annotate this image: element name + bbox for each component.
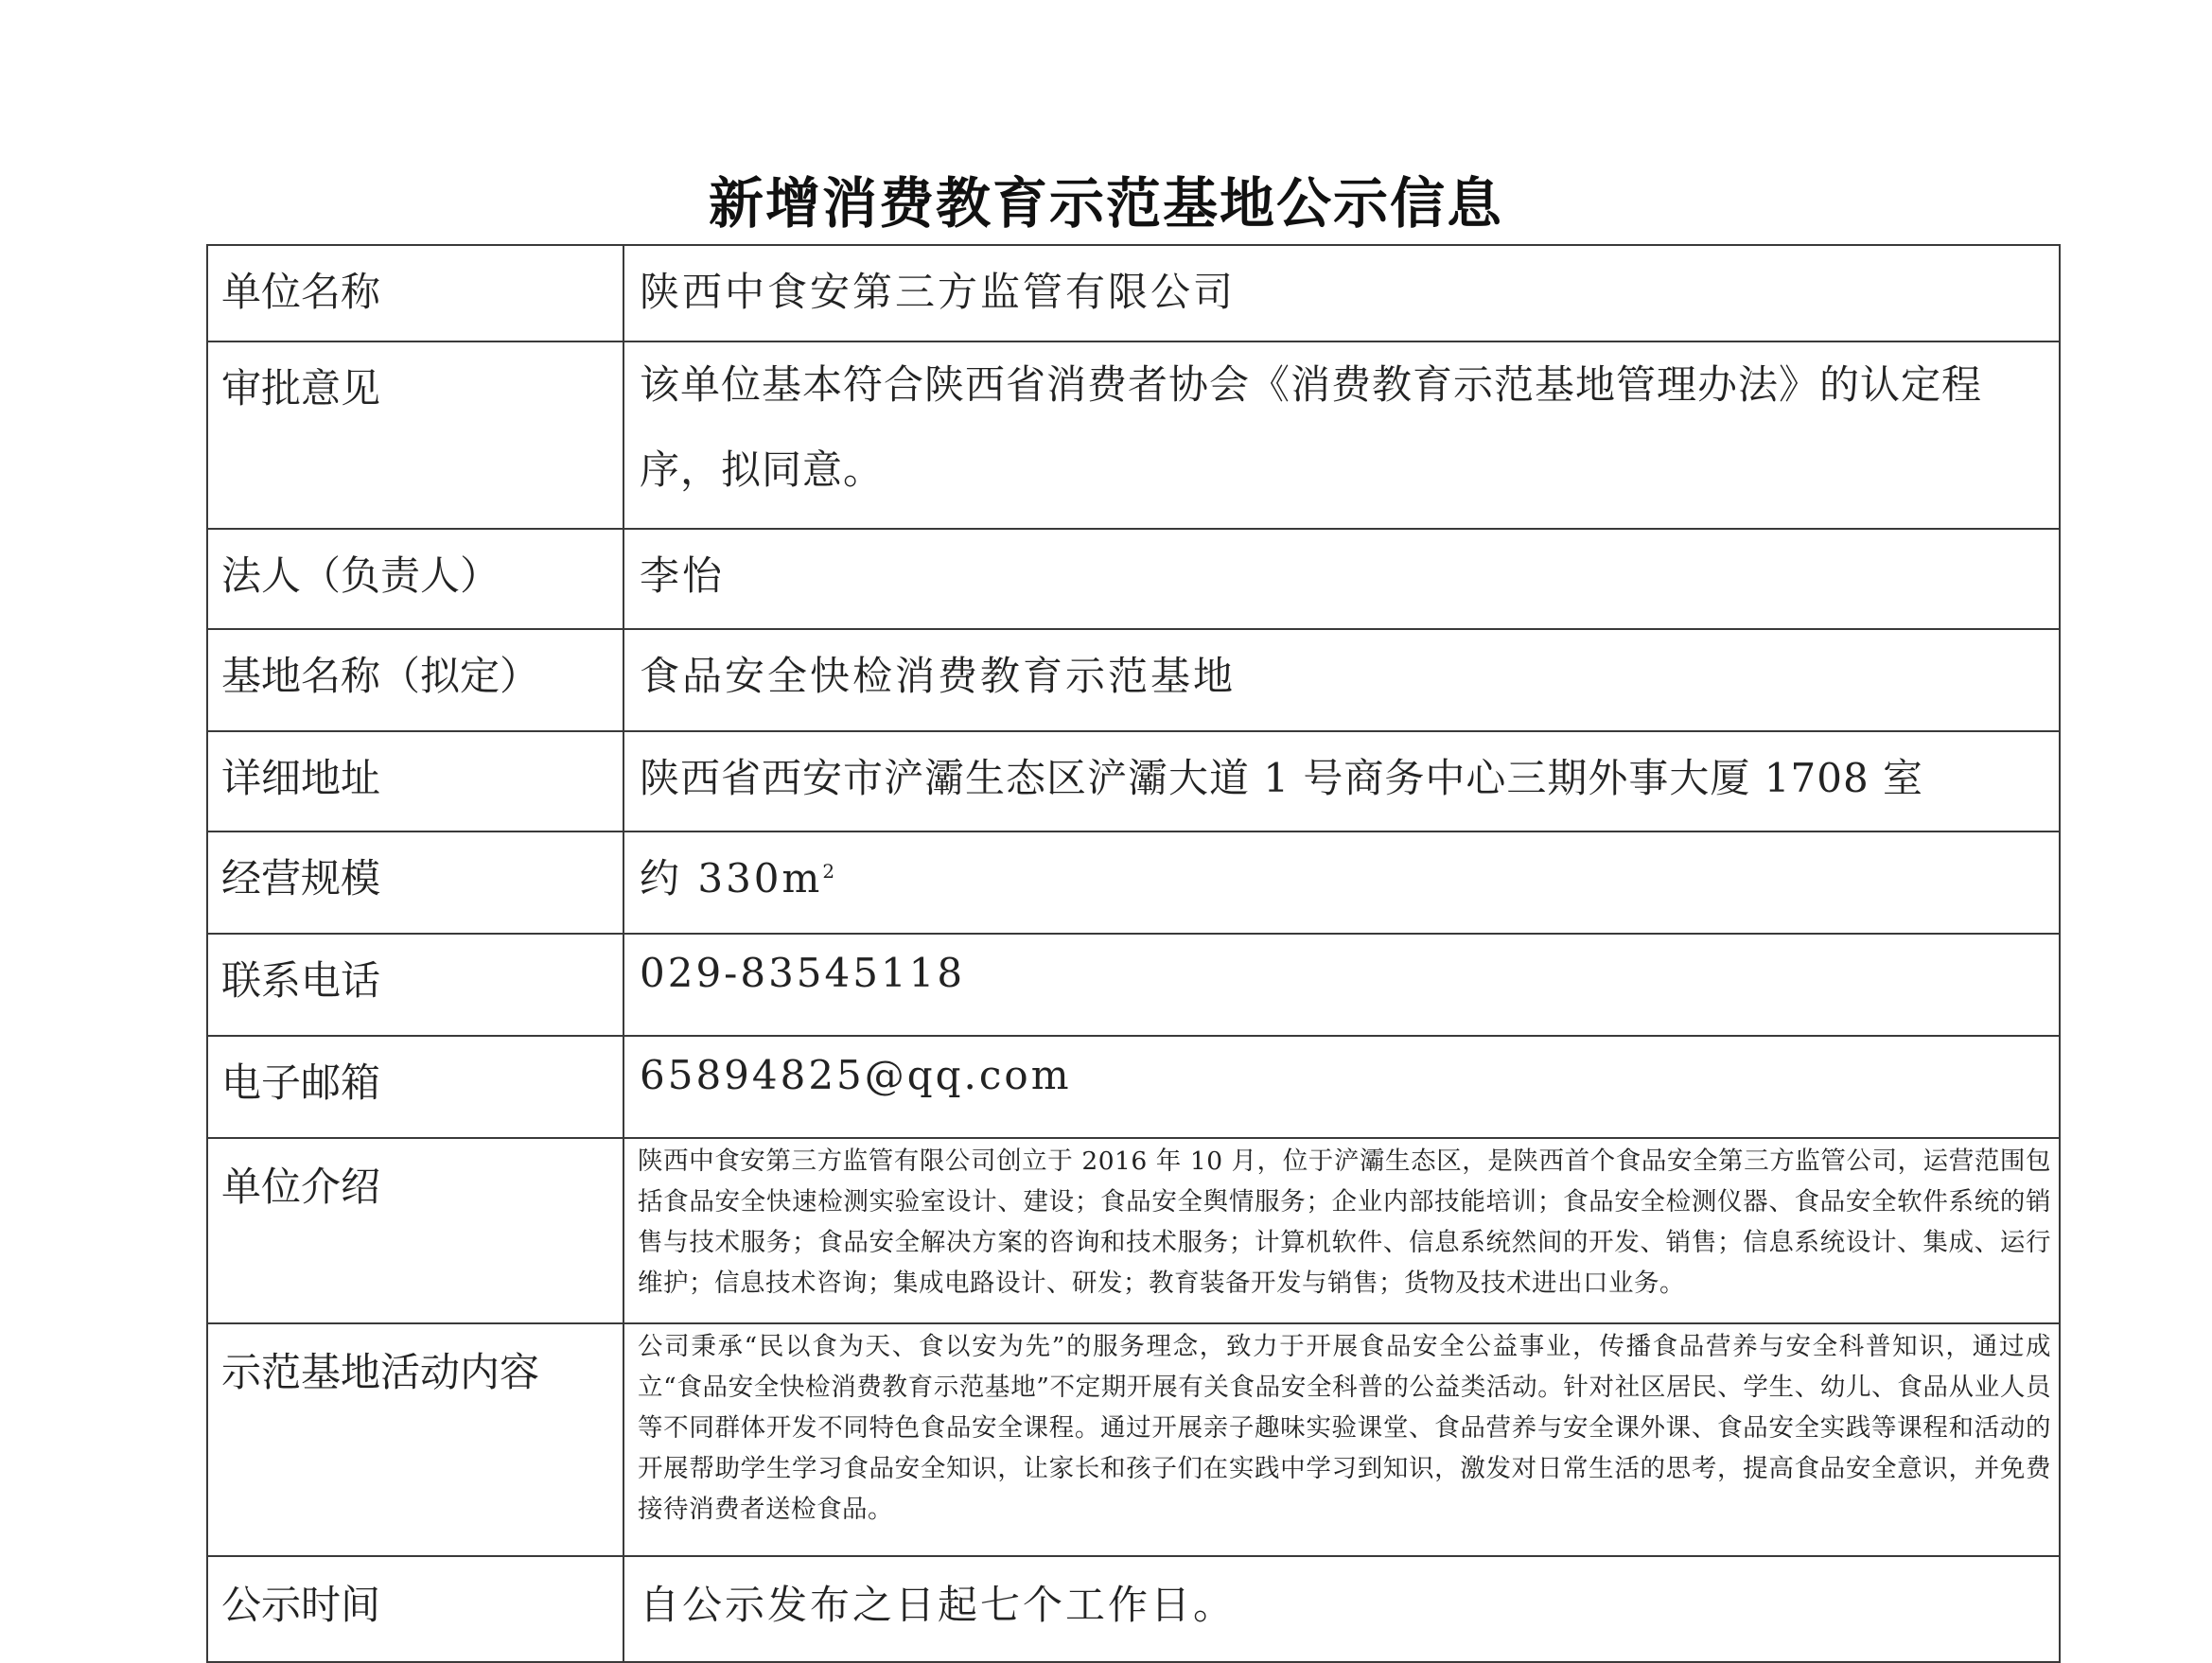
- table-row: [207, 245, 2060, 341]
- info-table: [206, 244, 2061, 1663]
- row-value: 陕西中食安第三方监管有限公司: [623, 245, 2060, 341]
- table-row: [207, 629, 2060, 731]
- row-label: 详细地址: [207, 731, 623, 832]
- row-label: 审批意见: [207, 341, 623, 529]
- row-value: 公司秉承“民以食为天、食以安为先”的服务理念，致力于开展食品安全公益事业，传播食品营养与安全科普知识，通过成立“食品安全快检消费教育示范基地”不定期开展有关食品安全科普的公益类活动。针对社区居民、学生、幼儿、食品从业人员等不同群体开发不同特色食品安全课程。通过开展亲子趣味实验课堂、食品营养与安全课外课、食品安全实践等课程和活动的开展帮助学生学习食品安全知识，让家长和孩子们在实践中学习到知识，激发对日常生活的思考，提高食品安全意识，并免费接待消费者送检食品。: [623, 1323, 2060, 1556]
- row-label: 单位名称: [207, 245, 623, 341]
- row-label: 公示时间: [207, 1556, 623, 1662]
- row-label: 联系电话: [207, 934, 623, 1036]
- row-label: 法人（负责人）: [207, 529, 623, 629]
- scale-unit-exponent: 2: [822, 860, 838, 883]
- table-row: [207, 1138, 2060, 1323]
- table-row: [207, 934, 2060, 1036]
- row-value: 陕西中食安第三方监管有限公司创立于 2016 年 10 月，位于浐灞生态区，是陕西首个食品安全第三方监管公司，运营范围包括食品安全快速检测实验室设计、建设；食品安全舆情服务；企业内部技能培训；食品安全检测仪器、食品安全软件系统的销售与技术服务；食品安全解决方案的咨询和技术服务；计算机软件、信息系统然间的开发、销售；信息系统设计、集成、运行维护；信息技术咨询；集成电路设计、研发；教育装备开发与销售；货物及技术进出口业务。: [623, 1138, 2060, 1323]
- row-label: 电子邮箱: [207, 1036, 623, 1138]
- row-value: 该单位基本符合陕西省消费者协会《消费教育示范基地管理办法》的认定程序，拟同意。: [623, 341, 2060, 529]
- table-row: [207, 1556, 2060, 1662]
- scale-value: 约 330m: [640, 855, 823, 902]
- row-value: 李怡: [623, 529, 2060, 629]
- row-value: 陕西省西安市浐灞生态区浐灞大道 1 号商务中心三期外事大厦 1708 室: [623, 731, 2060, 832]
- table-row: [207, 1323, 2060, 1556]
- row-label: 基地名称（拟定）: [207, 629, 623, 731]
- row-value: [623, 832, 2060, 934]
- table-row: [207, 731, 2060, 832]
- page-title: 新增消费教育示范基地公示信息: [708, 171, 1503, 236]
- row-value: 029-83545118: [623, 934, 2060, 1036]
- row-value: 食品安全快检消费教育示范基地: [623, 629, 2060, 731]
- row-label: 单位介绍: [207, 1138, 623, 1323]
- row-label: 示范基地活动内容: [207, 1323, 623, 1556]
- table-row: [207, 1036, 2060, 1138]
- row-label: 经营规模: [207, 832, 623, 934]
- row-value: 65894825@qq.com: [623, 1036, 2060, 1138]
- table-row: [207, 832, 2060, 934]
- row-value: 自公示发布之日起七个工作日。: [623, 1556, 2060, 1662]
- table-row: [207, 529, 2060, 629]
- table-row: [207, 341, 2060, 529]
